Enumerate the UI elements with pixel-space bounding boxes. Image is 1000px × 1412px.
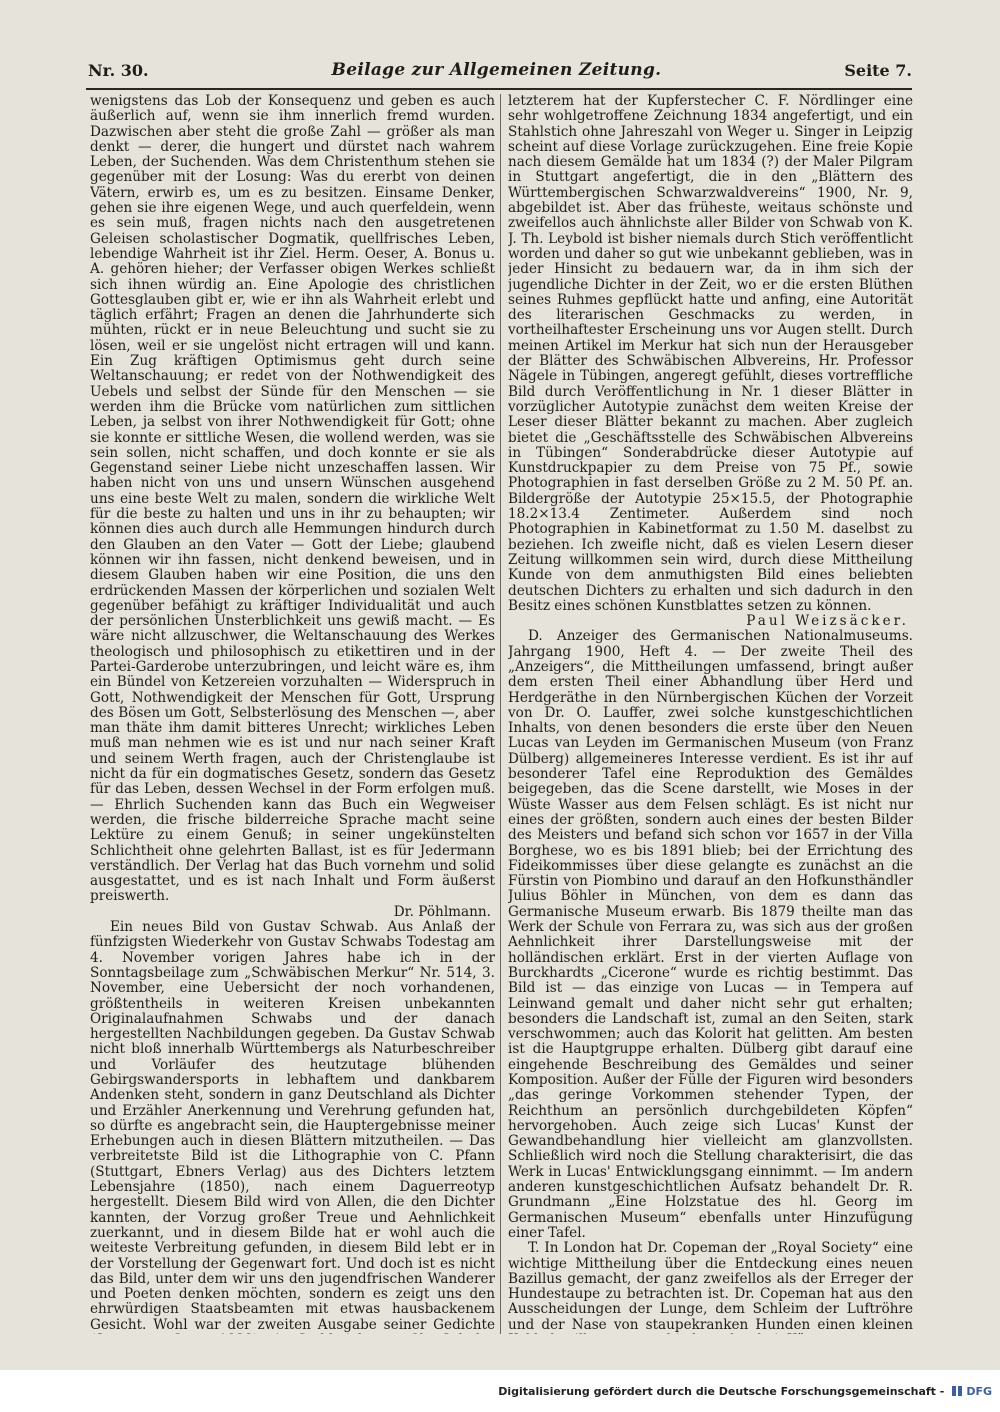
right-column <box>508 94 913 1334</box>
funding-note: Digitalisierung gefördert durch die Deutsche Forschungsgemeinschaft - <box>498 1384 945 1398</box>
dfg-logo-text: DFG <box>966 1384 992 1398</box>
review-signature: Dr. Pöhlmann. <box>393 903 491 920</box>
schwab-article: Ein neues Bild von Gustav Schwab. Aus Anlaß der fünfzigsten Wiederkehr von Gustav Schwabs Todestag am 4. November vorigen Jahres habe ich in der Sonntagsbeilage zum „Schwäbischen Merkur“ Nr. 514, 3. November, eine Uebersicht der noch vorhandenen, größtentheils in weiteren Kreisen unbekannten Originalaufnahmen Schwabs und der danach hergestellten Nachbildungen gegeben. Da Gustav Schwab nicht bloß innerhalb Württembergs als Naturbeschreiber und Vorläufer des heutzutage blühenden Gebirgswandersports in lebhaftem und dankbarem Andenken steht, sondern in ganz Deutschland als Dichter und Erzähler Anerkennung und Verehrung gefunden hat, so dürfte es angebracht sein, die Hauptergebnisse meiner Erhebungen auch in diesen Blättern mitzutheilen. — Das verbreitetste Bild ist die Lithographie von C. Pfann (Stuttgart, Ebners Verlag) aus des Dichters letztem Lebensjahre (1850), nach einem Daguerreotyp hergestellt. Diesem Bild wird von Allen, die den Dichter kannten, der Vorzug großer Treue und Aehnlichkeit zuerkannt, und in diesem Bilde hat er wohl auch die weiteste Verbreitung gefunden, in diesem Bild lebt er in der Vorstellung der Gegenwart fort. Und doch ist es nicht das Bild, unter dem wir uns den jugendfrischen Wanderer und Poeten denken möchten, sondern es zeigt uns den ehrwürdigen Staatsbeamten mit etwas hausbackenem Gesicht. Wohl war der zweiten Ausgabe seiner Gedichte <box>90 919 495 1333</box>
supplement-title: Beilage zur Allgemeinen Zeitung. <box>331 60 662 80</box>
dfg-logo-icon <box>952 1385 992 1398</box>
page-header <box>88 56 912 84</box>
header-rule <box>86 88 912 90</box>
issue-number: Nr. 30. <box>88 60 149 80</box>
column-divider <box>500 94 501 1334</box>
schwab-article-continued: letzterem hat der Kupferstecher C. F. Nördlinger eine sehr wohlgetroffene Zeichnung 1834 angefertigt, und ein Stahlstich ohne Jahreszahl von Weger u. Singer in Leipzig scheint auf diese Vorlage zurückzugehen. Eine freie Kopie nach diesem Gemälde hat um 1834 (?) der Maler Pilgram in Stuttgart angefertigt, die in den „Blättern des Württembergischen Schwarzwaldvereins“ 1900, Nr. 9, abgebildet ist. Aber das früheste, weitaus schönste und zweifellos auch ähnlichste aller Bilder von Schwab von K. J. Th. Leybold ist bisher niemals durch Stich veröffentlicht worden und daher so gut wie unbekannt geblieben, was in jeder Hinsicht zu bedauern war, da in ihm sich der jugendliche Dichter in der Zeit, wo er die ersten Blüthen seines Ruhmes gepflückt hatte und anfing, eine Autorität des literarischen Geschmacks zu werden, in vortheilhaftester Erscheinung uns vor Augen stellt. Durch meinen Artikel im Merkur hat sich nun der Herausgeber der Blätter des Schwäbischen Albvereins, Hr. Professor Nägele in Tübingen, angeregt gefühlt, dieses vortreffliche Bild durch Veröffentlichung in Nr. 1 dieser Blätter in vorzüglicher Autotypie zunächst dem weiten Kreise der Leser dieser Blätter bekannt zu machen. Aber zugleich bietet die „Geschäftsstelle des Schwäbischen Albvereins in Tübingen“ Sonderabdrücke dieser Autotypie auf Kunstdruckpapier zu dem Preise von 75 Pf., sowie Photographien in fast derselben Größe zu 2 M. 50 Pf. an. Bildergröße der Autotypie 25×15.5, der Photographie 18.2×13.4 Zentimeter. Außerdem sind noch Photographien in Kabinetformat zu 1.50 M. daselbst zu beziehen. Ich zweifle nicht, daß es vielen Lesern dieser Zeitung willkommen sein wird, durch diese Mittheilung Kunde von dem anmuthigsten Bild eines beliebten deutschen Dichters zu erhalten und sich dadurch in den Besitz eines schönen Kunstblattes setzen zu können. <box>508 94 913 614</box>
review-text: wenigstens das Lob der Konsequenz und geben es auch äußerlich auf, wenn sie ihm innerlich fremd wurden. Dazwischen aber steht die große Zahl — größer als man denkt — derer, die hungert und dürstet nach wahrem Leben, der Suchenden. Was dem Christenthum stehen sie gegenüber mit der Losung: Was du ererbt von deinen Vätern, erwirb es, um es zu besitzen. Einsame Denker, gehen sie ihre eigenen Wege, und auch querfeldein, wenn es sein muß, fragen nichts nach den ausgetretenen Geleisen scholastischer Dogmatik, quellfrisches Leben, lebendige Wahrheit ist ihr Ziel. Herm. Oeser, A. Bonus u. A. gehören hieher; der Verfasser obigen Werkes schließt sich ihnen würdig an. Eine Apologie des christlichen Gottesglauben gibt er, wie er ihn als Wahrheit erlebt und täglich erfährt; Fragen an denen die Jahrhunderte sich mühten, rückt er in neue Beleuchtung und sucht sie zu lösen, weil er sie ungelöst nicht ertragen will und kann. Ein Zug kräftigen Optimismus geht durch seine Weltanschauung; er redet von der Nothwendigkeit des Uebels und selbst der Sünde für den Menschen — sie werden ihm die Brücke vom natürlichen zum sittlichen Leben, ja selbst von ihrer Nothwendigkeit für Gott; ohne sie konnte er sittliche Wesen, die wollend werden, was sie sein sollen, nicht schaffen, und doch konnte er sie als Gegenstand seiner Liebe nicht unzeschaffen lassen. Wir haben nicht von uns und unsern Wünschen ausgehend uns eine beste Welt zu malen, sondern die wirkliche Welt für die beste zu halten und uns in ihr zu behaupten; wir können dies auch durch alle Hemmungen hindurch durch den Glauben an den Vater — Gott der Liebe; glaubend können wir ihn fassen, nicht denkend beweisen, und in diesem Glauben haben wir eine Position, die uns den erdrückenden Massen der körperlichen und sozialen Welt gegenüber befähigt zu kräftiger Individualität und auch der persönlichen Unsterblichkeit uns gewiß macht. — Es wäre nicht allzuschwer, die Weltanschauung des Werkes theologisch und philosophisch zu etikettiren und in der Partei-Garderobe unterzubringen, und leicht wäre es, ihm ein Bündel von Ketzereien vorzuhalten — Widerspruch in Gott, Nothwendigkeit der Menschen für Gott, Ursprung des Bösen um Gott, Selbsterlösung des Menschen —, aber man thäte ihm damit bitteres Unrecht; wirkliches Leben muß man nehmen wie es ist und nur nach seiner Kraft und seinem Werth fragen, auch der Christenglaube ist nicht da für ein dogmatisches Gesetz, sondern das Gesetz für das Leben, dessen Wechsel in der Form erfolgen muß. — Ehrlich Suchenden kann das Buch ein Wegweiser werden, die frische bilderreiche Sprache macht seine Lektüre zu einem Genuß; in seiner ungekünstelten Schlichtheit ohne gelehrten Ballast, ist es für Jedermann verständlich. Der Verlag hat das Buch vornehm und solid ausgestattet, und es ist nach Inhalt und Form äußerst preiswerth. <box>90 94 495 905</box>
bacillus-article: T. In London hat Dr. Copeman der „Royal Society“ eine wichtige Mittheilung über die Entdeckung eines neuen Bazillus gemacht, der ganz zweifellos als der Erreger der Hundestaupe zu betrachten ist. Dr. Copeman hat aus den Ausscheidungen der Lunge, dem Schleim der Luftröhre und der Nase von staupekranken Hunden einen kleinen <box>508 1240 913 1333</box>
museum-article: D. Anzeiger des Germanischen Nationalmuseums. Jahrgang 1900, Heft 4. — Der zweite Theil des „Anzeigers“, die Mittheilungen umfassend, bringt außer dem ersten Theil einer Abhandlung über Herd und Herdgeräthe in den Nürnbergischen Küchen der Vorzeit von Dr. O. Lauffer, zwei solche kunstgeschichtlichen Inhalts, von denen besonders die erste über den Neuen Lucas van Leyden im Germanischen Museum (von Franz Dülberg) allgemeineres Interesse verdient. Es ist ihr auf besonderer Tafel eine Reproduktion des Gemäldes beigegeben, das die Scene darstellt, wie Moses in der Wüste Wasser aus dem Felsen schlägt. Es ist nicht nur eines der größten, sondern auch eines der besten Bilder des Meisters und befand sich schon vor 1657 in der Villa Borghese, wo es bis 1891 blieb; bei der Errichtung des Fideikommisses über diese gelangte es zunächst an die Fürstin von Piombino und darauf an den Hofkunsthändler Julius Böhler in München, von dem es dann das Germanische Museum erwarb. Bis 1879 theilte man das Werk der Schule von Ferrara zu, was sich aus der großen Aehnlichkeit ihrer Darstellungsweise mit der holländischen erklärt. Erst in der vierten Auflage von Burckhardts „Cicerone“ wurde es richtig bestimmt. Das Bild ist — das einzige von Lucas — in Tempera auf Leinwand gemalt und daher nicht sehr gut erhalten; besonders die Landschaft ist, zumal an den Seiten, stark verschwommen; auch das Kolorit hat gelitten. Am besten ist die Hauptgruppe erhalten. Dülberg gibt darauf eine eingehende Beschreibung des Gemäldes und seiner Komposition. Außer der Fülle der Figuren wird besonders „das geringe Vorkommen stehender Typen, der Reichthum an persönlich durchgebildeten Köpfen“ hervorgehoben. Auch zeige sich Lucas' Kunst der Gewandbehandlung hier vielleicht am glanzvollsten. Schließlich wird noch die Stellung charakterisirt, die das Werk in Lucas' Entwicklungsgang einnimmt. — Im andern anderen kunstgeschichtlichen Aufsatz behandelt Dr. R. Grundmann „Eine Holzstatue des hl. Georg im Germanischen Museum“ ebenfalls unter Hinzufügung einer Tafel. <box>508 628 913 1241</box>
left-column <box>90 94 495 1334</box>
page-number: Seite 7. <box>844 60 912 80</box>
digitization-footer <box>0 1370 1000 1412</box>
schwab-signature: Paul Weizsäcker. <box>746 613 909 630</box>
